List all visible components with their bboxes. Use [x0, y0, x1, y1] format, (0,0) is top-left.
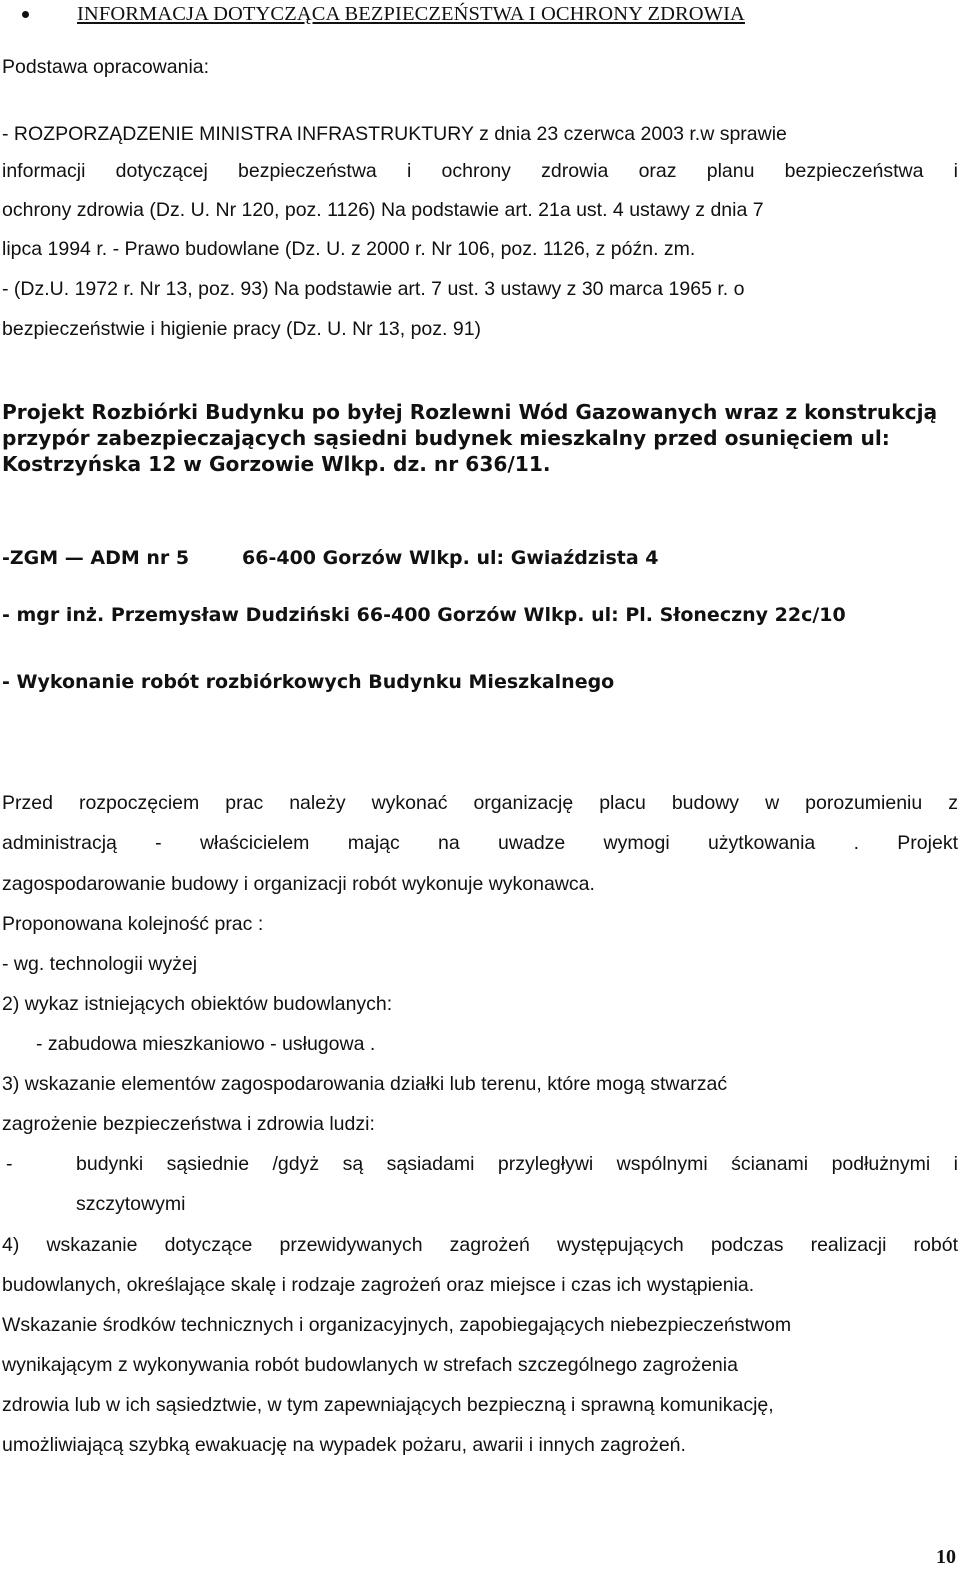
section-heading-text: INFORMACJA DOTYCZĄCA BEZPIECZEŃSTWA I OCHRONY ZDROWIA	[77, 3, 745, 25]
body-line: 3) wskazanie elementów zagospodarowania działki lub terenu, które mogą stwarzać	[2, 1073, 728, 1095]
body-line: zdrowia lub w ich sąsiedztwie, w tym zapewniających bezpieczną i sprawną komunikację,	[2, 1394, 774, 1416]
body-line: umożliwiającą szybką ewakuację na wypadek pożaru, awarii i innych zagrożeń.	[2, 1434, 686, 1456]
body-line: 2) wykaz istniejących obiektów budowlanych:	[2, 993, 393, 1015]
body-line: 4) wskazanie dotyczące przewidywanych zagrożeń występujących podczas realizacji robót	[2, 1234, 958, 1256]
investor-line: -ZGM — ADM nr 5 66-400 Gorzów Wlkp. ul: Gwiaździsta 4	[2, 547, 659, 569]
scope-line: - Wykonanie robót rozbiórkowych Budynku Mieszkalnego	[2, 671, 615, 693]
body-line: wynikającym z wykonywania robót budowlanych w strefach szczególnego zagrożenia	[2, 1354, 738, 1376]
body-line: zagrożenie bezpieczeństwa i zdrowia ludzi:	[2, 1113, 375, 1135]
body-line: Proponowana kolejność prac :	[2, 913, 264, 935]
basis-line: lipca 1994 r. - Prawo budowlane (Dz. U. z 2000 r. Nr 106, poz. 1126, z późn. zm.	[2, 238, 696, 260]
body-line: szczytowymi	[76, 1193, 186, 1215]
basis-line: bezpieczeństwie i higienie pracy (Dz. U. Nr 13, poz. 91)	[2, 318, 482, 340]
body-line: zagospodarowanie budowy i organizacji robót wykonuje wykonawca.	[2, 873, 595, 895]
body-line: Przed rozpoczęciem prac należy wykonać organizację placu budowy w porozumieniu z	[2, 792, 958, 814]
basis-line: - ROZPORZĄDZENIE MINISTRA INFRASTRUKTURY z dnia 23 czerwca 2003 r.w sprawie	[2, 123, 787, 145]
list-dash: -	[6, 1153, 13, 1175]
body-line: - zabudowa mieszkaniowo - usługowa .	[36, 1033, 376, 1055]
bullet-icon	[22, 11, 29, 18]
body-line: - wg. technologii wyżej	[2, 953, 198, 975]
body-line: administracją - właścicielem mając na uwadze wymogi użytkowania . Projekt	[2, 832, 958, 854]
basis-line: - (Dz.U. 1972 r. Nr 13, poz. 93) Na podstawie art. 7 ust. 3 ustawy z 30 marca 1965 r. o	[2, 278, 745, 300]
basis-line: ochrony zdrowia (Dz. U. Nr 120, poz. 1126) Na podstawie art. 21a ust. 4 ustawy z dnia 7	[2, 199, 764, 221]
body-line: budowlanych, określające skalę i rodzaje zagrożeń oraz miejsce i czas ich wystąpienia.	[2, 1274, 755, 1296]
designer-line: - mgr inż. Przemysław Dudziński 66-400 Gorzów Wlkp. ul: Pl. Słoneczny 22c/10	[2, 604, 846, 626]
body-line: Wskazanie środków technicznych i organizacyjnych, zapobiegających niebezpieczeństwom	[2, 1314, 792, 1336]
basis-line: informacji dotyczącej bezpieczeństwa i ochrony zdrowia oraz planu bezpieczeństwa i	[2, 160, 958, 182]
project-title: Projekt Rozbiórki Budynku po byłej Rozlewni Wód Gazowanych wraz z konstrukcją przypór zabezpieczających sąsiedni budynek mieszkalny przed osunięciem ul: Kostrzyńska 12 w Gorzowie Wlkp. dz. nr 636/11.	[2, 400, 938, 476]
body-line: budynki sąsiednie /gdyż są sąsiadami przyległywi wspólnymi ścianami podłużnymi i	[76, 1153, 958, 1175]
basis-label: Podstawa opracowania:	[2, 56, 210, 78]
page-number: 10	[936, 1546, 956, 1568]
